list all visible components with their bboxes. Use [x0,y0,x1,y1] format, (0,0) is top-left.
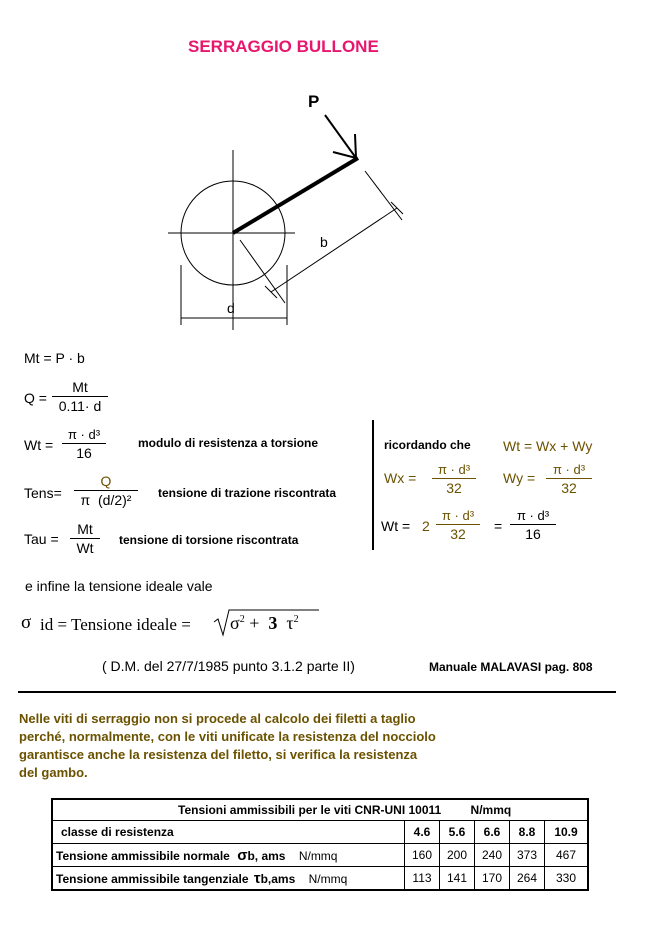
table-header-title: Tensioni ammissibili per le viti CNR-UNI 10011 [178,803,442,817]
wy-lhs: Wy = [503,470,536,486]
wt2-coef: 2 [422,518,430,534]
radicand-coef: 3 [268,613,278,633]
radicand-plus: + [249,613,260,633]
row-label-text: classe di resistenza [61,825,174,839]
force-label: P [308,92,320,111]
wt-denominator: 16 [76,445,92,461]
q-numerator: Mt [52,379,108,397]
table-cell: 330 [545,867,589,891]
ideal-formula-text: id = Tensione ideale = [40,615,191,634]
table-cell: 4.6 [405,821,440,844]
tens-denominator: (d/2)² [98,492,132,508]
table-cell: 200 [440,844,475,867]
recall-text: ricordando che [384,438,471,452]
tens-lhs: Tens= [24,485,62,501]
row-label-text: Tensione ammissibile normale [56,848,230,863]
wt-fraction [62,427,106,461]
note-line: perché, normalmente, con le viti unificate la resistenza del nocciolo [19,729,436,744]
table-cell: 6.6 [475,821,510,844]
table-cell: 10.9 [545,821,589,844]
wy-fraction [546,462,592,496]
radicand-sigma: σ [230,613,240,633]
table-cell: 141 [440,867,475,891]
tau-symbol: τ [253,869,261,887]
manual-reference: Manuale MALAVASI pag. 808 [429,660,593,674]
tau-lhs: Tau = [24,531,59,547]
tens-denominator-wrap [74,491,138,508]
reference-text: ( D.M. del 27/7/1985 punto 3.1.2 parte II) [102,658,355,674]
wt2-result-denominator: 16 [525,526,541,542]
wt2-result-fraction [510,508,556,542]
wt2-equals: = [494,518,503,534]
mt-formula: Mt = P · b [24,350,85,366]
tau-numerator: Mt [70,521,100,539]
radicand [230,613,299,634]
table-cell: 170 [475,867,510,891]
wx-lhs: Wx = [384,470,417,486]
tens-fraction [74,473,138,508]
wt-description: modulo di resistenza a torsione [138,436,319,450]
table-cell: 467 [545,844,589,867]
tens-denominator-pi: π [80,492,91,508]
sigma-symbol: σ [237,846,248,864]
table-row [52,867,588,891]
row-unit: N/mmq [298,848,338,863]
tau-denominator: Wt [76,540,94,556]
arm-tick-1 [265,286,277,298]
force-vector [325,115,356,158]
tau-fraction [70,521,100,556]
q-fraction [52,379,108,414]
q-denominator: 0.11· d [58,398,102,414]
wt2-lhs: Wt = [381,518,411,534]
wy-numerator: π · d³ [546,462,592,479]
table-cell: 264 [510,867,545,891]
row-label [52,867,405,891]
sigma-subscript: b, ams [247,848,286,863]
table-header-row [52,799,588,821]
wt2-fraction [436,508,480,542]
arm-label: b [320,234,328,250]
table-header [52,799,588,821]
radicand-square-2: 2 [293,614,299,625]
lever-arm [233,158,358,233]
table-cell: 160 [405,844,440,867]
row-label [52,844,405,867]
right-box-divider [372,420,374,550]
wx-denominator: 32 [446,480,462,496]
wt2-numerator: π · d³ [436,508,480,525]
note-line: del gambo. [19,765,88,780]
ideal-intro: e infine la tensione ideale vale [25,578,213,594]
table-cell: 8.8 [510,821,545,844]
radicand-square-1: 2 [239,614,245,625]
table-cell: 373 [510,844,545,867]
wt-numerator: π · d³ [62,427,106,444]
table-row [52,821,588,844]
arm-dimension-line [271,208,397,292]
row-label [52,821,405,844]
note-line: Nelle viti di serraggio non si procede al calcolo dei filetti a taglio [19,711,416,726]
ideal-sigma: σ [21,612,32,633]
row-unit: N/mmq [308,871,348,886]
tens-description: tensione di trazione riscontrata [158,486,337,500]
note-paragraph [19,710,436,782]
diameter-label: d [227,300,235,316]
page-title: SERRAGGIO BULLONE [188,37,379,56]
wt-lhs: Wt = [24,437,54,453]
table-header-unit: N/mmq [470,803,512,817]
wt2-result-numerator: π · d³ [510,508,556,525]
allowable-stress-table [51,798,589,891]
table-cell: 240 [475,844,510,867]
tau-description: tensione di torsione riscontrata [119,533,299,547]
section-divider [18,691,616,693]
wt2-denominator: 32 [450,526,466,542]
q-lhs: Q = [24,390,47,406]
wy-denominator: 32 [561,480,577,496]
table-cell: 5.6 [440,821,475,844]
table-row [52,844,588,867]
wt-sum: Wt = Wx + Wy [503,438,593,454]
row-label-text: Tensione ammissibile tangenziale [56,871,249,886]
wx-fraction [432,462,476,496]
table-cell: 113 [405,867,440,891]
arm-extension [365,171,402,220]
wx-numerator: π · d³ [432,462,476,479]
tau-subscript: b,ams [260,871,296,886]
bolt-torque-diagram [0,0,649,340]
note-line: garantisce anche la resistenza del filetto, si verifica la resistenza [19,747,418,762]
tens-numerator: Q [74,473,138,491]
arm-perpendicular [240,240,285,303]
radicand-tau: τ [286,613,294,633]
